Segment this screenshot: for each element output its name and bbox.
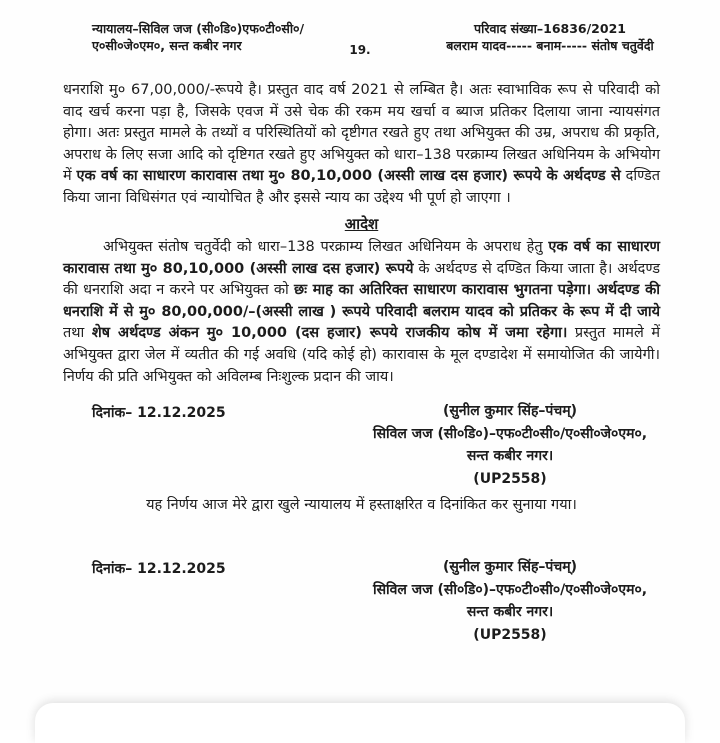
signature-block-2 bbox=[338, 556, 682, 646]
order-paragraph: अभियुक्त संतोष चतुर्वेदी को धारा–138 परक्राम्य लिखत अधिनियम के अपराध हेतु एक वर्ष का साधारण कारावास तथा मु० 80,10,000 (अस्सी लाख दस हजार) रूपये के अर्थदण्ड से दण्डित किया जाता है। अर्थदण्ड की धनराशि अदा न करने पर अभियुक्त को छः माह का अतिरिक्त साधारण कारावास भुगतना पड़ेगा। अर्थदण्ड की धनराशि में से मु० 80,00,000/–(अस्सी लाख ) रूपये परिवादी बलराम यादव को प्रतिकर के रूप में दी जाये तथा शेष अर्थदण्ड अंकन मु० 10,000 (दस हजार) रूपये राजकीय कोष में जमा रहेगा। प्रस्तुत मामले में अभियुक्त द्वारा जेल में व्यतीत की गई अवधि (यदि कोई हो) कारावास के मूल दण्डादेश में समायोजित की जायेगी। निर्णय की प्रति अभियुक्त को अविलम्ब निःशुल्क प्रदान की जाय। bbox=[63, 239, 661, 385]
judge-name: (सुनील कुमार सिंह–पंचम्) bbox=[442, 559, 578, 575]
court-code: (UP2558) bbox=[473, 626, 547, 643]
court-location: सन्त कबीर नगर। bbox=[466, 604, 554, 620]
date-line-2: दिनांक– 12.12.2025 bbox=[92, 561, 226, 577]
parties-line: बलराम यादव----- बनाम----- संतोष चतुर्वेदी bbox=[446, 38, 654, 53]
case-number: परिवाद संख्या–16836/2021 bbox=[474, 21, 626, 36]
signature-block-1 bbox=[338, 400, 682, 490]
date-line-1: दिनांक– 12.12.2025 bbox=[92, 405, 226, 421]
judge-name: (सुनील कुमार सिंह–पंचम्) bbox=[442, 403, 578, 419]
next-page-edge bbox=[35, 703, 685, 743]
page-number: 19. bbox=[349, 43, 371, 57]
court-name-line2: ए०सी०जे०एम०, सन्त कबीर नगर bbox=[92, 38, 242, 53]
court-code: (UP2558) bbox=[473, 470, 547, 487]
court-location: सन्त कबीर नगर। bbox=[466, 448, 554, 464]
court-name-line1: न्यायालय–सिविल जज (सी०डि०)एफ०टी०सी०/ bbox=[92, 21, 305, 36]
judge-designation: सिविल जज (सी०डि०)–एफ०टी०सी०/ए०सी०जे०एम०, bbox=[372, 581, 648, 598]
judgment-paragraph: धनराशि मु० 67,00,000/-रूपये है। प्रस्तुत वाद वर्ष 2021 से लम्बित है। अतः स्वाभाविक रूप से परिवादी को वाद खर्च करना पड़ा है, जिसके एवज में उसे चेक की रकम मय खर्चा व ब्याज प्रतिकर दिलाया जाना न्यायसंगत होगा। अतः प्रस्तुत मामले के तथ्यों व परिस्थितियों को दृष्टीगत रखते हुए तथा अभियुक्त की उम्र, अपराध की प्रकृति, अपराध के लिए सजा आदि को दृष्टिगत रखते हुए अभियुक्त को धारा–138 परक्राम्य लिखत अधिनियम के अभियोग में एक वर्ष का साधारण कारावास तथा मु० 80,10,000 (अस्सी लाख दस हजार) रूपये के अर्थदण्ड से दण्डित किया जाना विधिसंगत एवं न्यायोचित है और इससे न्याय का उद्देश्य भी पूर्ण हो जाएगा । bbox=[63, 82, 660, 206]
order-heading: आदेश bbox=[344, 215, 379, 233]
judge-designation: सिविल जज (सी०डि०)–एफ०टी०सी०/ए०सी०जे०एम०, bbox=[372, 425, 648, 442]
pronouncement-line: यह निर्णय आज मेरे द्वारा खुले न्यायालय में हस्ताक्षरित व दिनांकित कर सुनाया गया। bbox=[146, 497, 577, 513]
